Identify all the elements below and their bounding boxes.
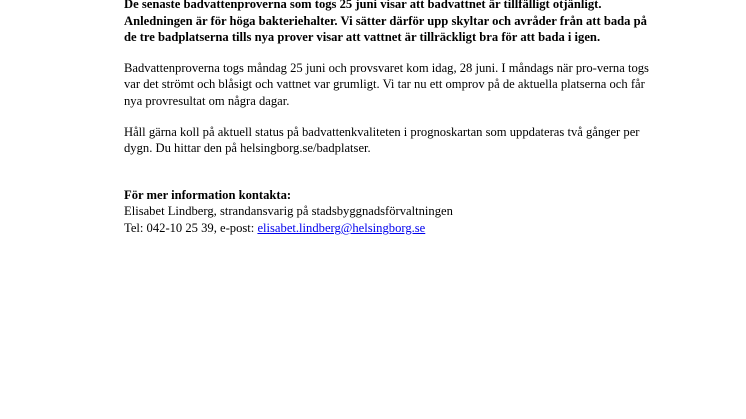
body-paragraph-sampling: Badvattenproverna togs måndag 25 juni och provsvaret kom idag, 28 juni. I måndags när pro-verna togs var det strömt och blåsigt och vattnet var grumligt. Vi tar nu ett omprov på de aktuella platserna och får nya provresultat om några dagar. <box>124 60 649 108</box>
contact-phone-line <box>124 220 654 237</box>
contact-phone: Tel: 042-10 25 39, e-post: <box>124 220 258 235</box>
document-page <box>124 0 654 237</box>
contact-block <box>124 187 654 237</box>
body-paragraph-status: Håll gärna koll på aktuell status på badvattenkvaliteten i prognoskartan som uppdateras två gånger per dygn. Du hittar den på helsingborg.se/badplatser. <box>124 124 640 156</box>
contact-email-link[interactable]: elisabet.lindberg@helsingborg.se <box>257 220 426 235</box>
contact-name: Elisabet Lindberg, strandansvarig på stadsbyggnadsförvaltningen <box>124 204 453 219</box>
lead-paragraph: De senaste badvattenproverna som togs 25 juni visar att badvattnet är tillfälligt otjänligt. Anledningen är för höga bakteriehalter. Vi sätter därför upp skyltar och avråder från att bada på de tre badplatserna tills nya prover visar att vattnet är tillräckligt bra för att bada i igen. <box>124 0 647 45</box>
contact-heading: För mer information kontakta: <box>124 187 292 202</box>
